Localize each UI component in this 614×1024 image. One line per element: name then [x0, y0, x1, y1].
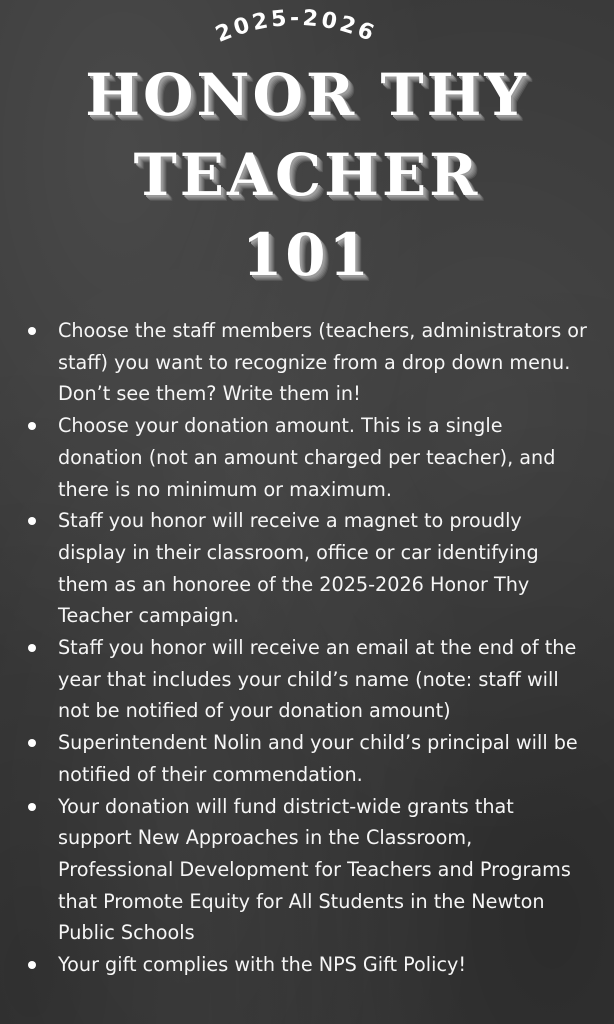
list-item-text: Superintendent Nolin and your child’s principal will be notified of their commendation. — [58, 731, 578, 786]
list-item-text: Choose your donation amount. This is a single donation (not an amount charged per teacher), and there is no minimum or maximum. — [58, 414, 556, 501]
bullet-icon — [28, 644, 36, 652]
list-item — [26, 505, 592, 632]
year-text: 2025-2026 — [212, 5, 381, 48]
page-title — [0, 55, 614, 295]
bullet-icon — [28, 803, 36, 811]
bullet-icon — [28, 517, 36, 525]
list-item-text: Staff you honor will receive an email at the end of the year that includes your child’s name (note: staff will not be notified of your donation amount) — [58, 636, 577, 723]
bullet-icon — [28, 739, 36, 747]
list-item-text: Staff you honor will receive a magnet to proudly display in their classroom, office or car identifying them as an honoree of the 2025-2026 Honor Thy Teacher campaign. — [58, 509, 539, 628]
list-item — [26, 791, 592, 950]
list-item-text: Your gift complies with the NPS Gift Policy! — [58, 953, 467, 977]
instructions-list — [26, 315, 592, 981]
title-line-3: 101 — [241, 221, 373, 289]
list-item — [26, 949, 592, 981]
list-item — [26, 410, 592, 505]
title-line-1: HONOR THY — [85, 61, 529, 129]
list-item — [26, 632, 592, 727]
bullet-icon — [28, 422, 36, 430]
list-item — [26, 315, 592, 410]
list-item-text: Choose the staff members (teachers, administrators or staff) you want to recognize from a drop down menu. Don’t see them? Write them in! — [58, 319, 587, 406]
bullet-icon — [28, 961, 36, 969]
title-line-2: TEACHER — [133, 141, 481, 209]
list-item-text: Your donation will fund district-wide grants that support New Approaches in the Classroom, Professional Development for Teachers and Programs that Promote Equity for All Students in the Newton Public Schools — [58, 794, 571, 945]
list-item — [26, 727, 592, 790]
bullet-icon — [28, 327, 36, 335]
